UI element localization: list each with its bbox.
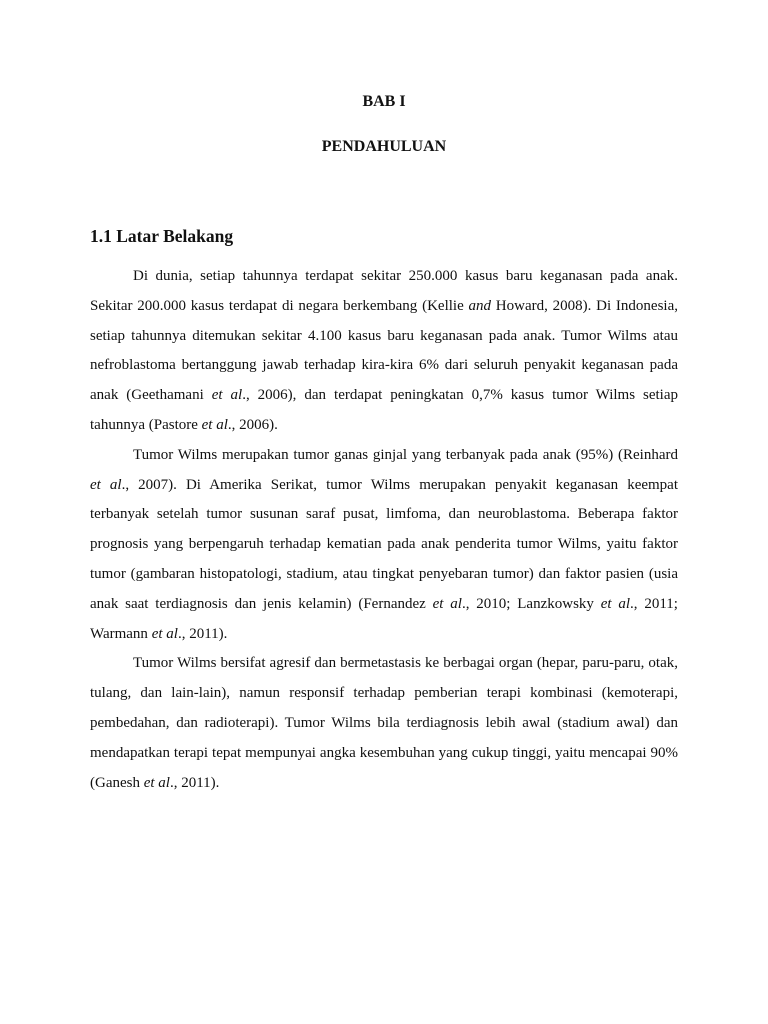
italic-text: et al xyxy=(90,476,122,493)
italic-text: et al xyxy=(600,595,631,612)
paragraph-text: ., 2011; Warmann xyxy=(90,595,678,642)
paragraph-text: ., 2011). xyxy=(169,774,220,791)
italic-text: et al xyxy=(151,625,178,642)
section-heading: 1.1 Latar Belakang xyxy=(90,226,234,246)
italic-text: et al xyxy=(201,416,228,433)
paragraph-text: ., 2010; Lanzkowsky xyxy=(461,595,601,612)
paragraph-text: Tumor Wilms bersifat agresif dan bermetastasis ke berbagai organ (hepar, paru-paru, otak, tulang, dan lain-lain), namun responsif terhadap pemberian terapi kombinasi (kemoterapi, pembedahan, dan radioterapi). Tumor Wilms bila terdiagnosis lebih awal (stadium awal) dan mendapatkan terapi tepat mempunyai angka kesembuhan yang cukup tinggi, yaitu mencapai 90% (Ganesh xyxy=(90,655,678,791)
paragraph-text: ., 2011). xyxy=(177,625,228,642)
paragraph-text: ., 2007). Di Amerika Serikat, tumor Wilms merupakan penyakit keganasan keempat terbanyak setelah tumor susunan saraf pusat, limfoma, dan neuroblastoma. Beberapa faktor prognosis yang berpengaruh terhadap kematian pada anak penderita tumor Wilms, yaitu faktor tumor (gambaran histopatologi, stadium, atau tingkat penyebaran tumor) dan faktor pasien (usia anak saat terdiagnosis dan jenis kelamin) (Fernandez xyxy=(90,476,678,612)
paragraph-text: Di dunia, setiap tahunnya terdapat sekitar 250.000 kasus baru keganasan pada anak. Sekitar 200.000 kasus terdapat di negara berkembang (Kellie xyxy=(90,268,678,314)
italic-text: et al xyxy=(143,774,170,791)
italic-text: et al xyxy=(211,387,243,404)
paragraph xyxy=(90,441,678,650)
paragraph xyxy=(90,262,678,441)
body-text xyxy=(90,262,678,798)
paragraph-text: Tumor Wilms merupakan tumor ganas ginjal yang terbanyak pada anak (95%) (Reinhard xyxy=(133,446,678,463)
paragraph-text: ., 2006), dan terdapat peningkatan 0,7% kasus tumor Wilms setiap tahunnya (Pastore xyxy=(90,387,678,433)
italic-text: et al xyxy=(432,595,462,612)
chapter-title: PENDAHULUAN xyxy=(321,138,447,155)
paragraph-text: Howard, 2008). Di Indonesia, setiap tahunnya ditemukan sekitar 4.100 kasus baru keganasan pada anak. Tumor Wilms atau nefroblastoma bertanggung jawab terhadap kira-kira 6% dari seluruh penyakit keganasan pada anak (Geethamani xyxy=(90,297,678,404)
italic-text: and xyxy=(468,297,491,314)
chapter-number: BAB I xyxy=(362,93,406,110)
paragraph-text: ., 2006). xyxy=(227,416,278,433)
paragraph xyxy=(90,649,678,798)
